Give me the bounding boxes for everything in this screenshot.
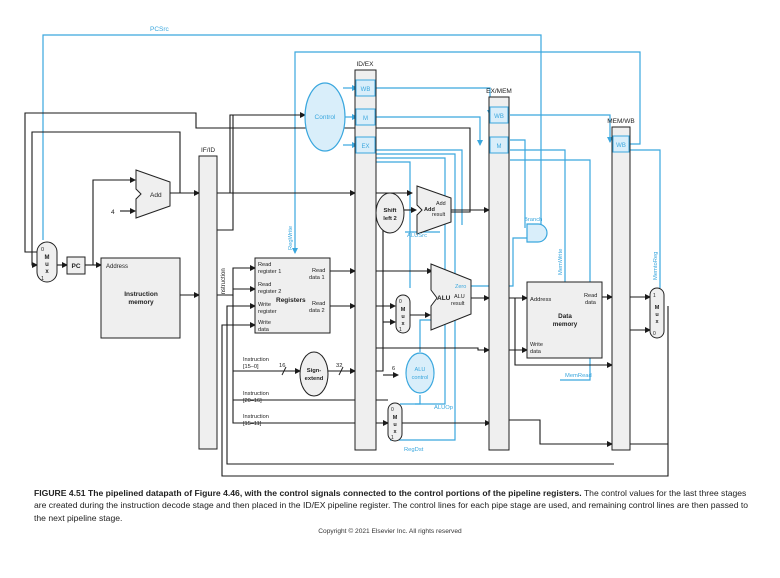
memtoreg-mux-zero: 0 bbox=[653, 331, 656, 337]
id-ex-register bbox=[355, 70, 376, 450]
regdst-mux-one: 1 bbox=[391, 435, 394, 441]
memtoreg-mux-u: u bbox=[655, 312, 659, 318]
if-id-register bbox=[199, 156, 217, 449]
alu-src-mux-one: 1 bbox=[399, 327, 402, 333]
pc-mux-zero: 0 bbox=[41, 247, 45, 253]
registers-title: Registers bbox=[276, 297, 306, 304]
instr-15-11-a: Instruction bbox=[243, 414, 269, 420]
alu-label: ALU bbox=[437, 295, 451, 302]
read-register-2-b: register 2 bbox=[258, 289, 282, 295]
pcsrc-label: PCSrc bbox=[150, 26, 169, 33]
regdst-mux-zero: 0 bbox=[391, 407, 394, 413]
mem-wb-wb-label: WB bbox=[616, 143, 626, 149]
alu-result-a: ALU bbox=[454, 294, 465, 300]
caption-number: FIGURE 4.51 bbox=[34, 488, 86, 498]
alu-result-b: result bbox=[451, 301, 465, 307]
sign-extend-a: Sign- bbox=[306, 368, 322, 374]
id-ex-m-label: M bbox=[363, 116, 368, 122]
alu-src-mux-zero: 0 bbox=[399, 299, 402, 305]
instruction-memory-address: Address bbox=[106, 264, 129, 270]
instruction-memory bbox=[101, 258, 180, 338]
memread-label: MemRead bbox=[565, 373, 592, 379]
pc-mux-x: x bbox=[45, 269, 49, 275]
read-register-1-a: Read bbox=[258, 262, 272, 268]
instruction-vertical-label: Instruction bbox=[221, 268, 227, 296]
instruction-memory-title-1: Instruction bbox=[124, 291, 158, 298]
instr-20-16-a: Instruction bbox=[243, 391, 269, 397]
ex-mem-m-label: M bbox=[496, 144, 502, 150]
instr-15-0-b: [15–0] bbox=[243, 364, 259, 370]
read-register-2-a: Read bbox=[258, 282, 272, 288]
zero-label: Zero bbox=[455, 284, 467, 290]
data-memory-write-data-b: data bbox=[530, 349, 541, 355]
data-memory-title-b: memory bbox=[552, 321, 578, 328]
data-memory-write-data-a: Write bbox=[530, 342, 543, 348]
sign-extend-b: extend bbox=[304, 376, 324, 382]
read-data-2-a: Read bbox=[312, 301, 326, 307]
alu-control-b: control bbox=[411, 375, 429, 381]
control-unit-label: Control bbox=[314, 114, 336, 121]
memtoreg-mux-x: x bbox=[655, 319, 659, 325]
read-data-2-b: data 2 bbox=[309, 308, 325, 314]
id-ex-wb-label: WB bbox=[360, 87, 371, 93]
read-data-1-a: Read bbox=[312, 268, 326, 274]
regdst-mux-m: M bbox=[392, 415, 398, 421]
alu-control-a: ALU bbox=[414, 367, 426, 373]
copyright-notice: Copyright © 2021 Elsevier Inc. All rights reserved bbox=[318, 528, 462, 535]
id-ex-label: ID/EX bbox=[356, 61, 374, 68]
shift-left-2-b: left 2 bbox=[383, 216, 397, 222]
figure-caption bbox=[34, 487, 754, 524]
shift-left-2-a: Shift bbox=[383, 208, 397, 214]
write-data-b: data bbox=[258, 327, 269, 333]
data-memory-read-data-b: data bbox=[585, 300, 596, 306]
pc-mux-u: u bbox=[45, 262, 49, 268]
alu-src-mux-x: x bbox=[401, 321, 405, 327]
memtoreg-mux-m: M bbox=[654, 305, 660, 311]
pc-adder-label: Add bbox=[150, 192, 162, 199]
branch-and-gate bbox=[527, 224, 547, 242]
memtoreg-mux-one: 1 bbox=[653, 293, 656, 299]
if-id-label: IF/ID bbox=[200, 147, 216, 154]
mem-wb-register bbox=[612, 127, 630, 450]
control-wires bbox=[43, 35, 660, 440]
data-memory-title-a: Data bbox=[558, 313, 572, 320]
id-ex-ex-label: EX bbox=[361, 144, 370, 150]
branch-adder-a: Add bbox=[424, 207, 435, 213]
write-data-a: Write bbox=[258, 320, 271, 326]
regdst-label: RegDst bbox=[404, 447, 424, 453]
regwrite-label: RegWrite bbox=[288, 225, 294, 250]
alu-src-mux-u: u bbox=[401, 314, 405, 320]
data-memory-address: Address bbox=[530, 297, 552, 303]
alu-src-mux-m: M bbox=[400, 307, 406, 313]
branch-adder-c: result bbox=[432, 212, 446, 218]
memwrite-label: MemWrite bbox=[558, 248, 564, 275]
width-6: 6 bbox=[392, 366, 396, 372]
pc-mux-m: M bbox=[44, 255, 50, 261]
read-register-1-b: register 1 bbox=[258, 269, 282, 275]
mem-wb-label: MEM/WB bbox=[607, 118, 635, 125]
instr-20-16-b: [20–16] bbox=[243, 398, 262, 404]
alu-control bbox=[406, 353, 434, 393]
instruction-memory-title-2: memory bbox=[128, 299, 154, 306]
regdst-mux-x: x bbox=[393, 429, 397, 435]
caption-bold: The pipelined datapath of Figure 4.46, with the control signals connected to the control portions of the pipeline registers. bbox=[87, 488, 582, 498]
data-memory-read-data-a: Read bbox=[584, 293, 598, 299]
width-16: 16 bbox=[279, 363, 286, 369]
caption-text: The control values for the last three stages are created during the instruction decode stage and then placed in the ID/EX pipeline register. The control lines for each pipe stage are used, and remaining control lines are then passed to the next pipeline stage. bbox=[34, 488, 749, 523]
read-data-1-b: data 1 bbox=[309, 275, 325, 281]
branch-adder-b: Add bbox=[436, 201, 446, 207]
pc-label: PC bbox=[71, 263, 81, 270]
instr-15-0-a: Instruction bbox=[243, 357, 269, 363]
alusrc-label: ALUSrc bbox=[407, 233, 427, 239]
ex-mem-wb-label: WB bbox=[494, 114, 504, 120]
write-register-a: Write bbox=[258, 302, 271, 308]
instr-15-11-b: [15–11] bbox=[243, 421, 262, 427]
branch-label: Branch bbox=[524, 217, 543, 223]
width-32: 32 bbox=[336, 363, 343, 369]
four-constant: 4 bbox=[111, 209, 115, 216]
write-register-b: register bbox=[258, 309, 277, 315]
sign-extend bbox=[300, 352, 328, 396]
aluop-label: ALUOp bbox=[434, 405, 454, 411]
memtoreg-label: MemtoReg bbox=[653, 251, 659, 280]
ex-mem-label: EX/MEM bbox=[486, 88, 512, 95]
regdst-mux-u: u bbox=[393, 422, 397, 428]
pc-mux-one: 1 bbox=[41, 276, 45, 282]
